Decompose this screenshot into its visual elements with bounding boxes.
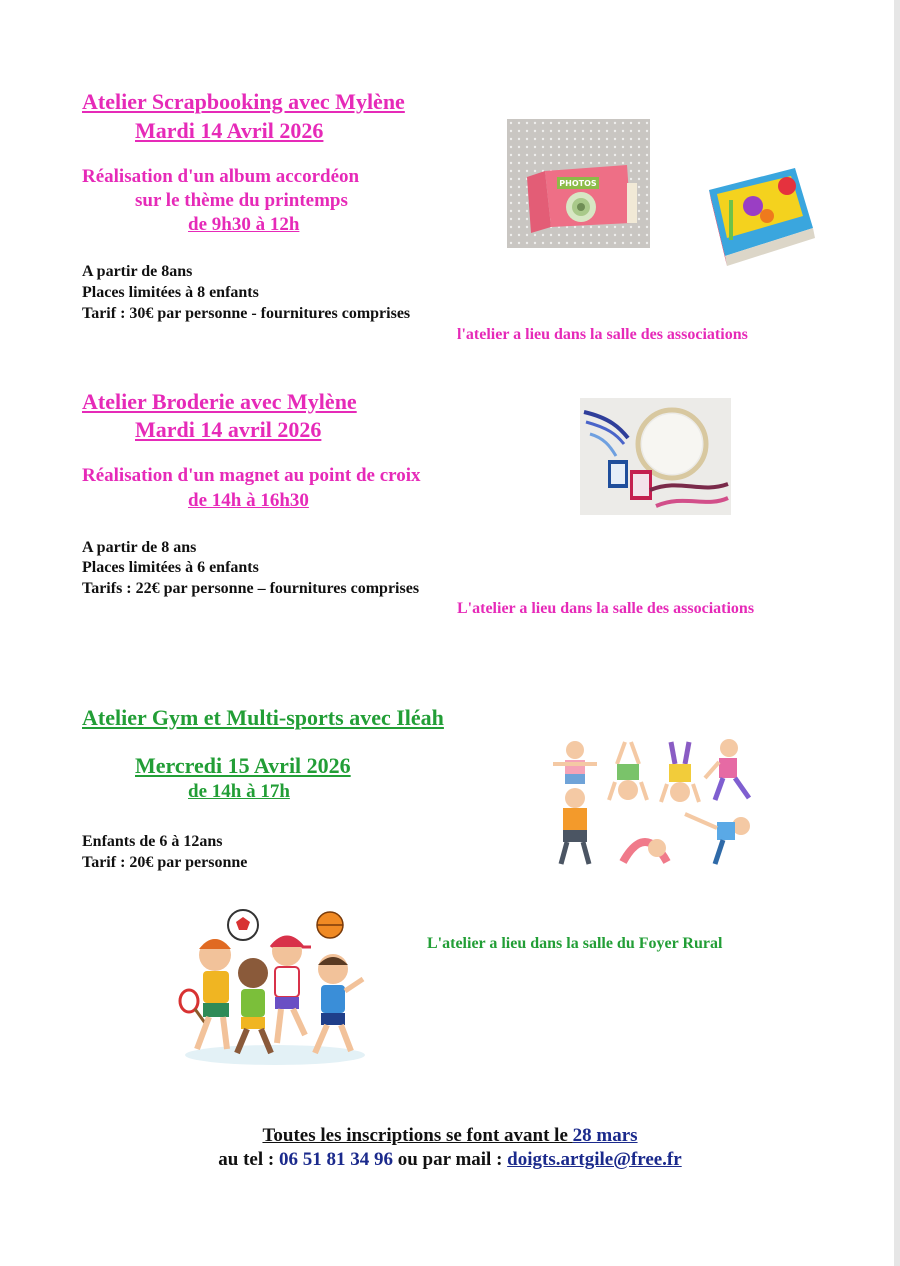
broderie-desc: Réalisation d'un magnet au point de croix [82,465,421,486]
gym-date: Mercredi 15 Avril 2026 [135,753,351,778]
gym-time: de 14h à 17h [188,781,290,802]
scrapbooking-places: Places limitées à 8 enfants [82,284,259,301]
registration-deadline [0,1125,900,1147]
phone-number[interactable]: 06 51 81 34 96 [278,1149,393,1170]
scrapbooking-age: A partir de 8ans [82,263,193,280]
contact-line [0,1149,900,1171]
email-link[interactable]: doigts.artgile@free.fr [507,1149,682,1170]
gym-age: Enfants de 6 à 12ans [82,833,223,850]
gym-title: Atelier Gym et Multi-sports avec Iléah [82,705,444,730]
mail-prefix: ou par mail : [392,1149,508,1170]
registration-date: 28 mars [572,1125,638,1146]
broderie-title: Atelier Broderie avec Mylène [82,389,357,414]
embroidery-kit-photo [580,398,731,515]
photo-label: PHOTOS [559,179,597,188]
gym-location: L'atelier a lieu dans la salle du Foyer Rural [427,935,723,952]
broderie-location: L'atelier a lieu dans la salle des associations [457,600,755,617]
scrapbook-colorful-book-photo [703,160,818,272]
scrapbooking-date: Mardi 14 Avril 2026 [135,118,324,143]
multisport-kids-illustration [175,903,370,1071]
phone-prefix: au tel : [218,1149,279,1170]
page-edge [894,0,900,1266]
scrapbooking-title: Atelier Scrapbooking avec Mylène [82,89,405,114]
broderie-places: Places limitées à 6 enfants [82,559,259,576]
scrapbooking-desc-1: Réalisation d'un album accordéon [82,166,360,187]
scrapbook-album-photo [507,119,650,248]
broderie-price: Tarifs : 22€ par personne – fournitures comprises [82,580,420,597]
gymnastics-kids-illustration [545,738,757,868]
gym-price: Tarif : 20€ par personne [82,854,248,871]
registration-text: Toutes les inscriptions se font avant le [262,1125,573,1146]
scrapbooking-time: de 9h30 à 12h [188,214,300,235]
scrapbooking-location: l'atelier a lieu dans la salle des associations [457,326,748,343]
broderie-age: A partir de 8 ans [82,539,197,556]
broderie-date: Mardi 14 avril 2026 [135,417,322,442]
scrapbooking-desc-2: sur le thème du printemps [135,190,348,211]
scrapbooking-price: Tarif : 30€ par personne - fournitures comprises [82,305,411,322]
broderie-time: de 14h à 16h30 [188,490,309,511]
